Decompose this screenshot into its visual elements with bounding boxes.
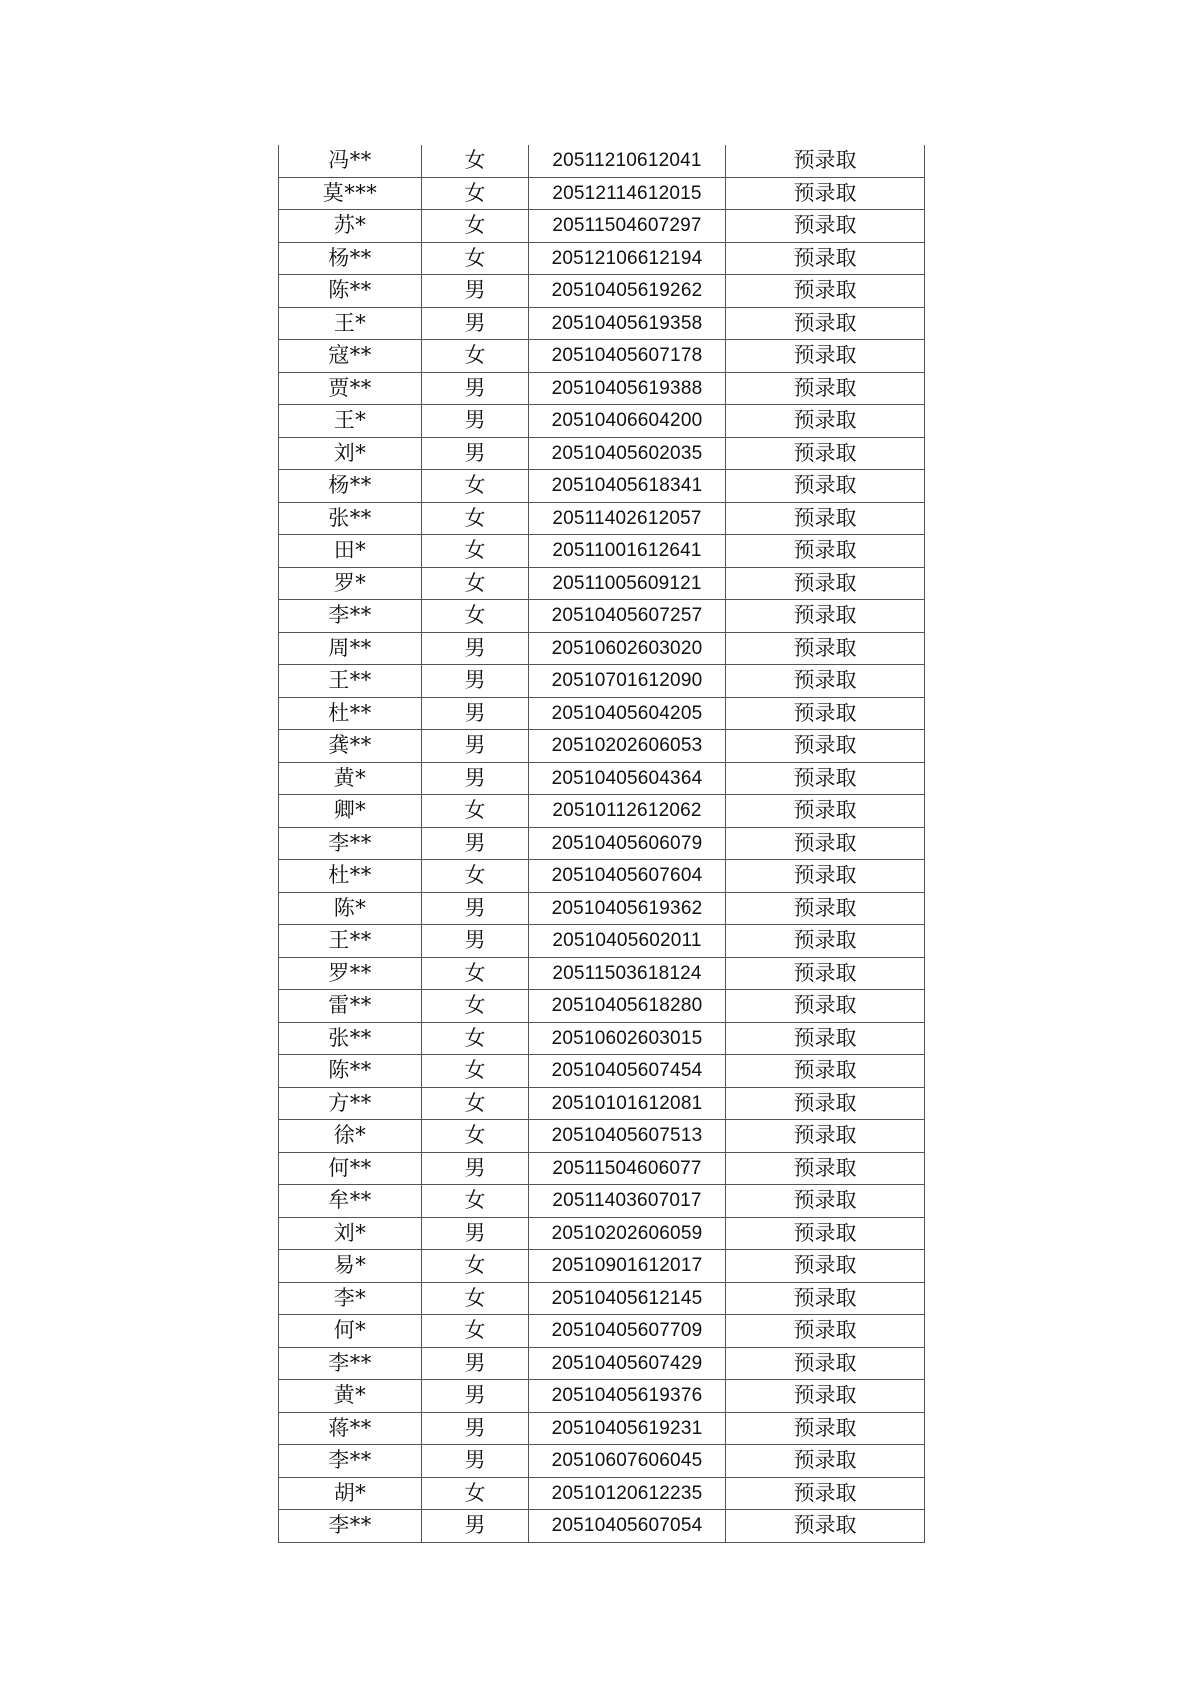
exam-id-cell: 20510405619388 [529,372,726,405]
exam-id-cell: 20510405619262 [529,275,726,308]
table-row [279,860,925,893]
gender-cell: 男 [422,665,529,698]
table-row [279,210,925,243]
student-name-cell: 易* [279,1250,422,1283]
status-cell: 预录取 [726,1152,925,1185]
exam-id-cell: 20511504607297 [529,210,726,243]
status-cell: 预录取 [726,665,925,698]
gender-cell: 男 [422,632,529,665]
gender-cell: 女 [422,242,529,275]
student-name-cell: 田* [279,535,422,568]
table-row [279,1412,925,1445]
exam-id-cell: 20510405612145 [529,1282,726,1315]
gender-cell: 女 [422,600,529,633]
status-cell: 预录取 [726,697,925,730]
student-name-cell: 卿* [279,795,422,828]
exam-id-cell: 20510405619358 [529,307,726,340]
status-cell: 预录取 [726,990,925,1023]
status-cell: 预录取 [726,437,925,470]
exam-id-cell: 20510405607429 [529,1347,726,1380]
table-row [279,665,925,698]
student-name-cell: 张** [279,1022,422,1055]
table-row [279,1380,925,1413]
exam-id-cell: 20510405602011 [529,925,726,958]
table-row [279,1510,925,1543]
exam-id-cell: 20511504606077 [529,1152,726,1185]
exam-id-cell: 20510405607454 [529,1055,726,1088]
student-name-cell: 杜** [279,697,422,730]
gender-cell: 女 [422,1315,529,1348]
table-row [279,1445,925,1478]
gender-cell: 女 [422,990,529,1023]
student-name-cell: 杜** [279,860,422,893]
gender-cell: 男 [422,1347,529,1380]
student-name-cell: 黄* [279,1380,422,1413]
status-cell: 预录取 [726,145,925,177]
table-row [279,242,925,275]
exam-id-cell: 20510405602035 [529,437,726,470]
table-row [279,1055,925,1088]
exam-id-cell: 20510405619362 [529,892,726,925]
admission-table-body [279,145,925,1542]
student-name-cell: 苏* [279,210,422,243]
exam-id-cell: 20510202606053 [529,730,726,763]
gender-cell: 女 [422,145,529,177]
gender-cell: 女 [422,1022,529,1055]
status-cell: 预录取 [726,567,925,600]
status-cell: 预录取 [726,762,925,795]
status-cell: 预录取 [726,177,925,210]
table-row [279,827,925,860]
gender-cell: 女 [422,340,529,373]
gender-cell: 女 [422,1087,529,1120]
exam-id-cell: 20510405604364 [529,762,726,795]
exam-id-cell: 20510405606079 [529,827,726,860]
exam-id-cell: 20511005609121 [529,567,726,600]
student-name-cell: 王** [279,925,422,958]
gender-cell: 女 [422,470,529,503]
status-cell: 预录取 [726,957,925,990]
table-row [279,307,925,340]
exam-id-cell: 20511503618124 [529,957,726,990]
table-row [279,275,925,308]
table-row [279,405,925,438]
table-row [279,372,925,405]
table-row [279,470,925,503]
student-name-cell: 何* [279,1315,422,1348]
exam-id-cell: 20510405607604 [529,860,726,893]
exam-id-cell: 20510405618280 [529,990,726,1023]
status-cell: 预录取 [726,470,925,503]
student-name-cell: 李** [279,827,422,860]
exam-id-cell: 20511403607017 [529,1185,726,1218]
exam-id-cell: 20512106612194 [529,242,726,275]
table-row [279,1022,925,1055]
exam-id-cell: 20510405607257 [529,600,726,633]
exam-id-cell: 20511001612641 [529,535,726,568]
student-name-cell: 陈** [279,275,422,308]
exam-id-cell: 20510701612090 [529,665,726,698]
gender-cell: 女 [422,1055,529,1088]
gender-cell: 男 [422,307,529,340]
gender-cell: 女 [422,1282,529,1315]
student-name-cell: 陈* [279,892,422,925]
exam-id-cell: 20510405607709 [529,1315,726,1348]
status-cell: 预录取 [726,1347,925,1380]
exam-id-cell: 20510112612062 [529,795,726,828]
table-row [279,1347,925,1380]
table-row [279,892,925,925]
student-name-cell: 龚** [279,730,422,763]
status-cell: 预录取 [726,1380,925,1413]
gender-cell: 男 [422,372,529,405]
status-cell: 预录取 [726,632,925,665]
student-name-cell: 刘* [279,437,422,470]
gender-cell: 男 [422,762,529,795]
student-name-cell: 方** [279,1087,422,1120]
exam-id-cell: 20510101612081 [529,1087,726,1120]
admission-table [278,145,925,1543]
student-name-cell: 罗** [279,957,422,990]
status-cell: 预录取 [726,1282,925,1315]
status-cell: 预录取 [726,275,925,308]
student-name-cell: 贾** [279,372,422,405]
exam-id-cell: 20510607606045 [529,1445,726,1478]
status-cell: 预录取 [726,600,925,633]
exam-id-cell: 20511402612057 [529,502,726,535]
table-row [279,502,925,535]
gender-cell: 男 [422,1380,529,1413]
gender-cell: 女 [422,1185,529,1218]
status-cell: 预录取 [726,1250,925,1283]
student-name-cell: 徐* [279,1120,422,1153]
student-name-cell: 何** [279,1152,422,1185]
table-row [279,1250,925,1283]
exam-id-cell: 20510901612017 [529,1250,726,1283]
gender-cell: 男 [422,827,529,860]
student-name-cell: 李** [279,1347,422,1380]
exam-id-cell: 20510405607513 [529,1120,726,1153]
status-cell: 预录取 [726,860,925,893]
status-cell: 预录取 [726,340,925,373]
gender-cell: 男 [422,1412,529,1445]
student-name-cell: 李** [279,1445,422,1478]
gender-cell: 女 [422,1477,529,1510]
status-cell: 预录取 [726,1510,925,1543]
status-cell: 预录取 [726,1120,925,1153]
table-row [279,600,925,633]
gender-cell: 男 [422,1152,529,1185]
exam-id-cell: 20510405619376 [529,1380,726,1413]
student-name-cell: 李* [279,1282,422,1315]
status-cell: 预录取 [726,1055,925,1088]
table-row [279,1185,925,1218]
table-row [279,957,925,990]
student-name-cell: 李** [279,600,422,633]
gender-cell: 女 [422,502,529,535]
exam-id-cell: 20510405618341 [529,470,726,503]
status-cell: 预录取 [726,1477,925,1510]
gender-cell: 女 [422,860,529,893]
gender-cell: 女 [422,177,529,210]
table-row [279,437,925,470]
gender-cell: 男 [422,730,529,763]
student-name-cell: 罗* [279,567,422,600]
gender-cell: 女 [422,567,529,600]
status-cell: 预录取 [726,827,925,860]
gender-cell: 女 [422,535,529,568]
student-name-cell: 陈** [279,1055,422,1088]
status-cell: 预录取 [726,925,925,958]
student-name-cell: 杨** [279,470,422,503]
table-row [279,1217,925,1250]
table-row [279,632,925,665]
table-row [279,795,925,828]
status-cell: 预录取 [726,405,925,438]
exam-id-cell: 20510405607054 [529,1510,726,1543]
table-row [279,697,925,730]
gender-cell: 女 [422,1250,529,1283]
status-cell: 预录取 [726,210,925,243]
table-row [279,1087,925,1120]
status-cell: 预录取 [726,1022,925,1055]
table-row [279,340,925,373]
status-cell: 预录取 [726,372,925,405]
table-row [279,535,925,568]
status-cell: 预录取 [726,892,925,925]
status-cell: 预录取 [726,730,925,763]
gender-cell: 女 [422,1120,529,1153]
table-row [279,1477,925,1510]
status-cell: 预录取 [726,307,925,340]
gender-cell: 男 [422,892,529,925]
status-cell: 预录取 [726,535,925,568]
student-name-cell: 寇** [279,340,422,373]
gender-cell: 男 [422,925,529,958]
gender-cell: 男 [422,275,529,308]
student-name-cell: 莫*** [279,177,422,210]
gender-cell: 女 [422,210,529,243]
gender-cell: 男 [422,1217,529,1250]
gender-cell: 男 [422,697,529,730]
status-cell: 预录取 [726,242,925,275]
exam-id-cell: 20510120612235 [529,1477,726,1510]
student-name-cell: 王* [279,307,422,340]
student-name-cell: 张** [279,502,422,535]
student-name-cell: 蒋** [279,1412,422,1445]
table-row [279,1282,925,1315]
student-name-cell: 黄* [279,762,422,795]
student-name-cell: 王** [279,665,422,698]
student-name-cell: 王* [279,405,422,438]
gender-cell: 男 [422,1445,529,1478]
status-cell: 预录取 [726,502,925,535]
table-row [279,1152,925,1185]
table-row [279,762,925,795]
student-name-cell: 冯** [279,145,422,177]
table-row [279,1315,925,1348]
student-name-cell: 牟** [279,1185,422,1218]
status-cell: 预录取 [726,795,925,828]
student-name-cell: 李** [279,1510,422,1543]
exam-id-cell: 20510602603020 [529,632,726,665]
status-cell: 预录取 [726,1185,925,1218]
gender-cell: 男 [422,405,529,438]
student-name-cell: 周** [279,632,422,665]
table-row [279,177,925,210]
student-name-cell: 杨** [279,242,422,275]
exam-id-cell: 20510405607178 [529,340,726,373]
student-name-cell: 雷** [279,990,422,1023]
table-row [279,1120,925,1153]
exam-id-cell: 20510405619231 [529,1412,726,1445]
status-cell: 预录取 [726,1217,925,1250]
gender-cell: 女 [422,957,529,990]
status-cell: 预录取 [726,1445,925,1478]
exam-id-cell: 20510406604200 [529,405,726,438]
gender-cell: 男 [422,437,529,470]
exam-id-cell: 20510602603015 [529,1022,726,1055]
exam-id-cell: 20510405604205 [529,697,726,730]
exam-id-cell: 20512114612015 [529,177,726,210]
table-row [279,925,925,958]
gender-cell: 男 [422,1510,529,1543]
exam-id-cell: 20510202606059 [529,1217,726,1250]
student-name-cell: 刘* [279,1217,422,1250]
table-row [279,567,925,600]
student-name-cell: 胡* [279,1477,422,1510]
status-cell: 预录取 [726,1412,925,1445]
gender-cell: 女 [422,795,529,828]
table-row [279,990,925,1023]
status-cell: 预录取 [726,1315,925,1348]
table-row [279,730,925,763]
table-row [279,145,925,177]
exam-id-cell: 20511210612041 [529,145,726,177]
status-cell: 预录取 [726,1087,925,1120]
